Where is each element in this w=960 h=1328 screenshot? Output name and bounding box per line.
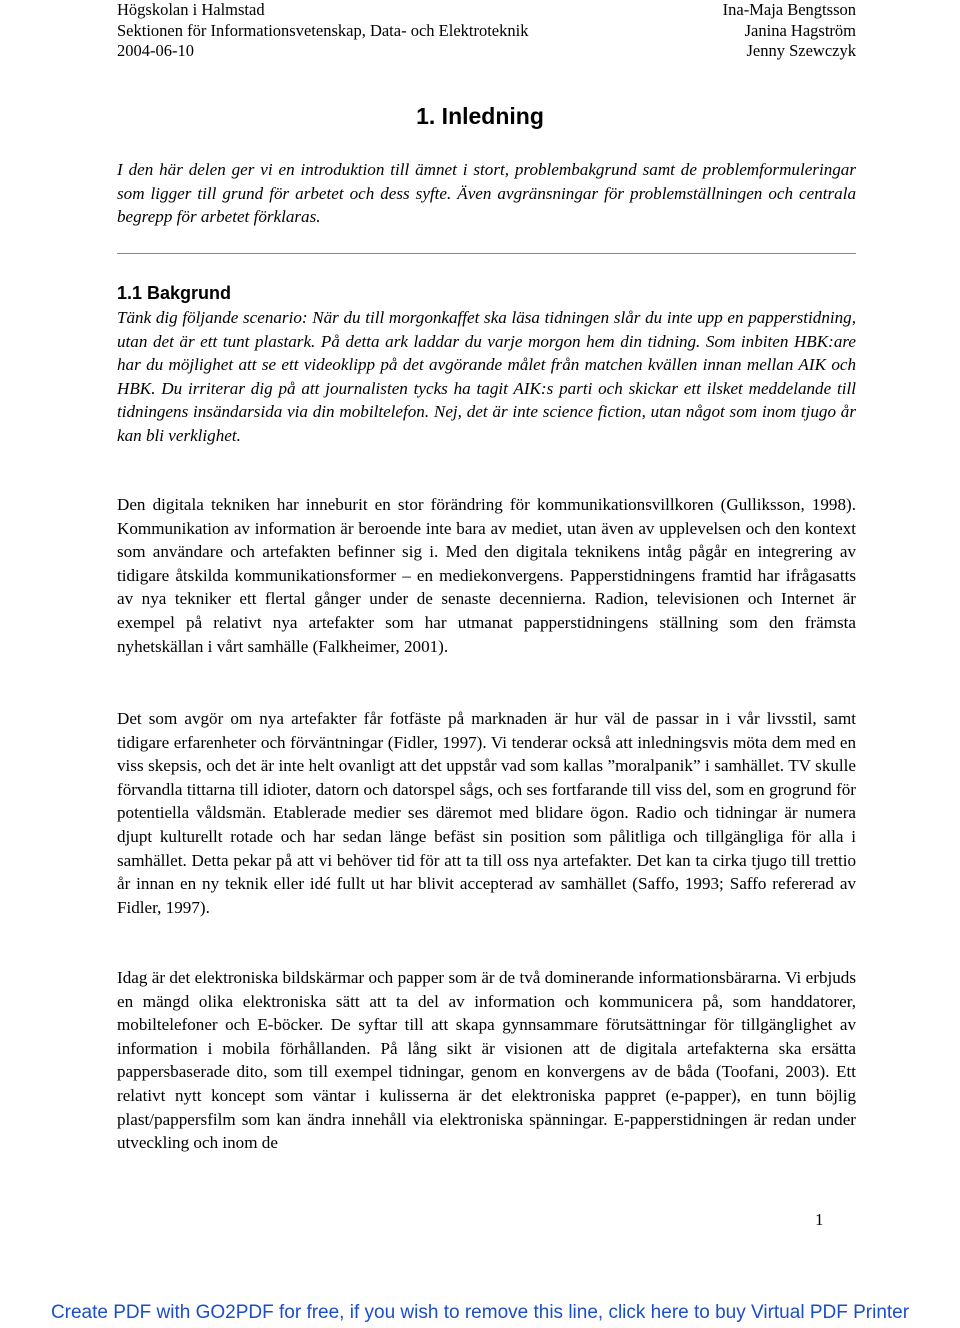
body-paragraph-4: Idag är det elektroniska bildskärmar och papper som är de två dominerande informationsbärarna. Vi erbjuds en mängd olika elektroniska sätt att ta del av information och kommunicera på, som handdatorer, mobiltelefoner och E-böcker. De syftar till att skapa gynnsammare förutsättningar för tillgänglighet av information i mobila förhållanden. På lång sikt är visionen att de digitala artefakterna ska ersätta pappersbaserade dito, som till exempel tidningar, genom en konvergens av de båda (Toofani, 2003). Ett relativt nytt koncept som väntar i kulisserna är det elektroniska pappret (e-papper), en tunn böjlig plast/pappersfilm som kan ändra innehåll via elektroniska spänningar. E-papperstidningen är redan under utveckling och inom de [117,968,856,1153]
section-heading: 1.1 Bakgrund [117,283,232,303]
body-paragraph-2: Den digitala tekniken har inneburit en stor förändring för kommunikationsvillkoren (Gulliksson, 1998). Kommunikation av information är beroende inte bara av mediet, utan även av upplevelsen och den kontext som användare och artefakten befinner sig i. Med den digitala teknikens intåg pågår en integrering av tidigare åtskilda kommunikationsformer – en mediekonvergens. Papperstidningens framtid har ifrågasatts av nya tekniker ett flertal gånger under de senaste decennierna. Radion, televisionen och Internet är exempel på relativt nya artefakter som har utmanat papperstidningens ställning som den främsta nyhetskällan i vårt samhälle (Falkheimer, 2001). [117,495,856,656]
chapter-title: 1. Inledning [416,103,544,129]
scenario-paragraph: Tänk dig följande scenario: När du till morgonkaffet ska läsa tidningen slår du inte upp en papperstidning, utan det är ett tunt plastark. På detta ark laddar du varje morgon hem din tidning. Som inbiten HBK:are har du möjlighet att se ett videoklipp på det avgörande målet från matchen kvällen innan mellan AIK och HBK. Du irriterar dig på att journalisten tycks ha tagit AIK:s parti och skickar ett ilsket meddelande till tidningens insändarsida via din mobiltelefon. Nej, det är inte science fiction, utan något som inom tjugo år kan bli verklighet. [117,308,856,445]
header-department: Sektionen för Informationsvetenskap, Data- och Elektroteknik [117,20,529,40]
footer-banner-link[interactable]: Create PDF with GO2PDF for free, if you wish to remove this line, click here to buy Virtual PDF Printer [50,1302,910,1323]
header-author-3: Jenny Szewczyk [746,41,856,60]
page-number: 1 [815,1210,824,1229]
section-divider [117,253,856,254]
header-author-2: Janina Hagström [744,20,856,40]
header-date: 2004-06-10 [117,41,194,60]
header-institution: Högskolan i Halmstad [117,0,265,19]
intro-paragraph: I den här delen ger vi en introduktion till ämnet i stort, problembakgrund samt de problemformuleringar som ligger till grund för arbetet och dess syfte. Även avgränsningar för problemställningen och centrala begrepp för arbetet förklaras. [117,160,856,227]
header-author-1: Ina-Maja Bengtsson [722,0,856,19]
header-right [723,0,856,62]
header-left [117,0,528,62]
body-paragraph-3: Det som avgör om nya artefakter får fotfäste på marknaden är hur väl de passar in i vår livsstil, samt tidigare erfarenheter och förväntningar (Fidler, 1997). Vi tenderar också att inledningsvis möta dem med en viss skepsis, och det är inte helt ovanligt att det uppstår vad som kallas ”moralpanik” i samhället. TV skulle förvandla tittarna till idioter, datorn och datorspel sågs, och ses fortfarande till viss del, som en grogrund för potentiella våldsmän. Etablerade medier ses däremot med blidare ögon. Radio och tidningar är numera djupt kulturellt rotade och har sedan länge befäst sin position som pålitliga och tillgängliga för alla i samhället. Detta pekar på att vi behöver tid för att ta till oss nya artefakter. Det kan ta cirka tjugo till trettio år innan en ny teknik eller idé fullt ut har blivit accepterad av samhället (Saffo, 1993; Saffo refererad av Fidler, 1997). [117,709,856,917]
